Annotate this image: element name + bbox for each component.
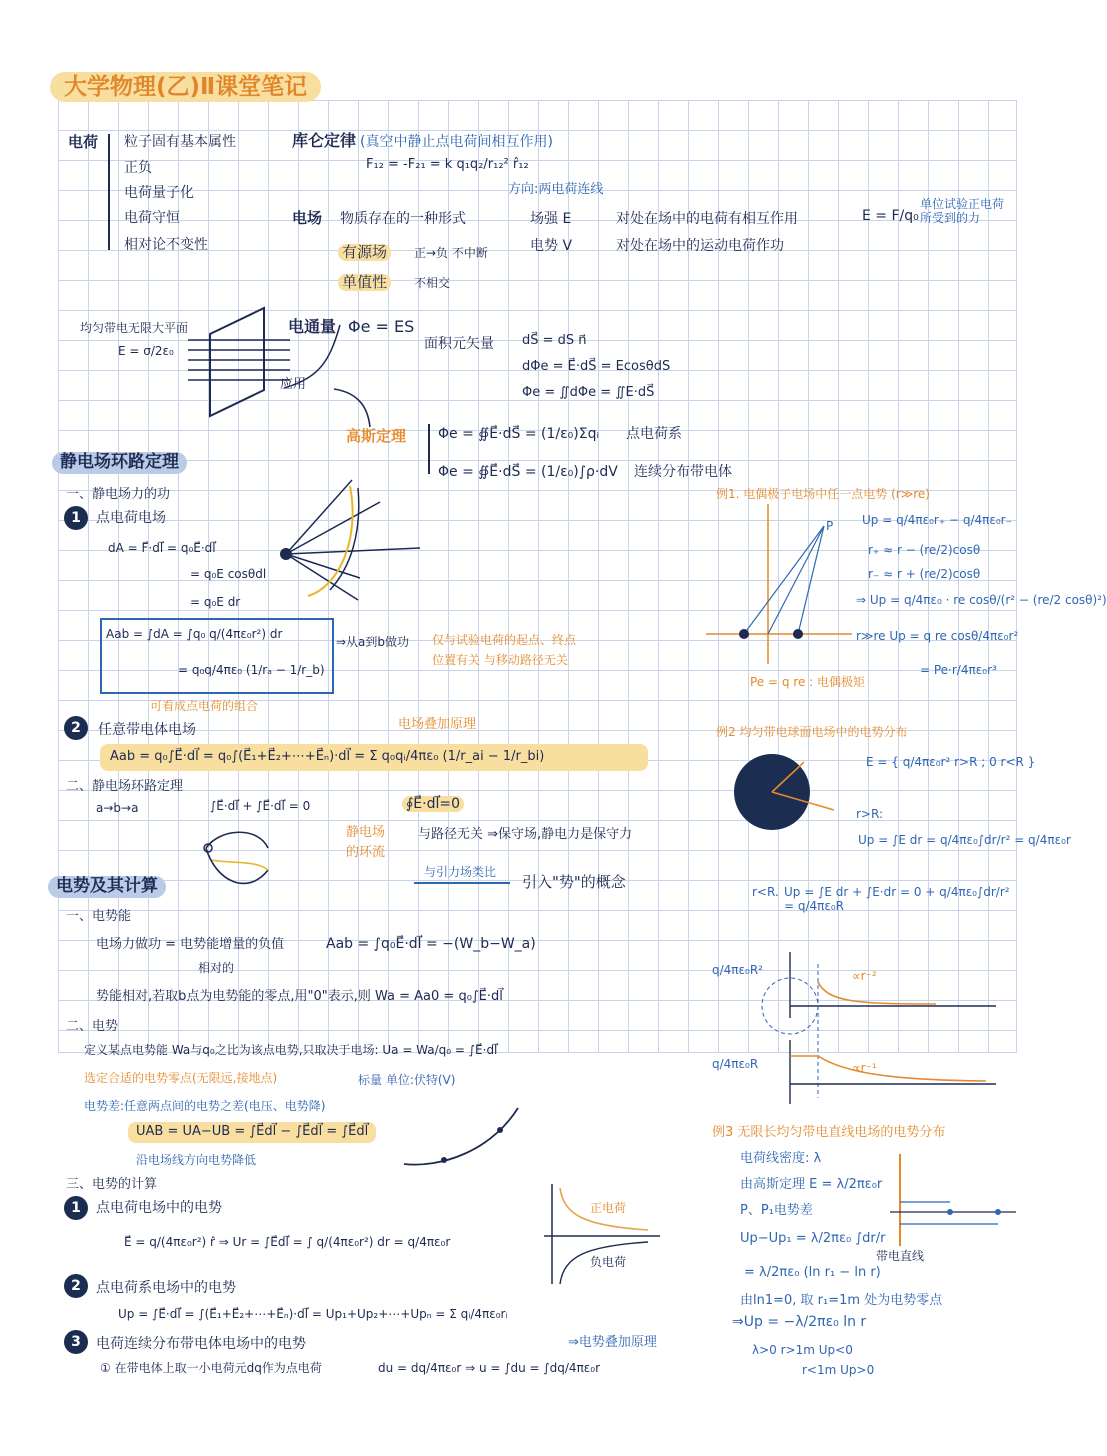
positive-charge-label: 正电荷 — [590, 1201, 627, 1215]
calc-label: 点电荷电场中的电势 — [96, 1200, 222, 1216]
example-title: 例3 无限长均匀带电直线电场的电势分布 — [712, 1125, 946, 1140]
field-potential: 电势 V — [530, 238, 573, 254]
work-energy: 电场力做功 = 电势能增量的负值 — [96, 937, 285, 952]
work-arrow-note: ⇒从a到b做功 — [336, 635, 410, 649]
plane-formula: E = σ/2ε₀ — [118, 344, 174, 358]
work-note: 位置有关 与移动路径无关 — [432, 653, 568, 667]
field-tag-single: 单值性 — [338, 274, 391, 291]
field-potential-desc: 对处在场中的运动电荷作功 — [616, 238, 784, 254]
sub-heading: 一、电势能 — [66, 909, 132, 924]
work-eq: = q₀q/4πε₀ (1/rₐ − 1/r_b) — [178, 663, 325, 677]
gravity-arrow — [414, 882, 510, 884]
line-eq: Up−Up₁ = λ/2πε₀ ∫dr/r — [740, 1231, 886, 1246]
step-number: 3 — [64, 1330, 88, 1354]
dipole-eq: ⇒ Up = q/4πε₀ · re cosθ/(r² − (re/2 cosθ)²) — [856, 593, 1107, 607]
graph-label: ∝r⁻¹ — [852, 1061, 877, 1075]
charge-prop: 电荷量子化 — [124, 185, 194, 201]
sphere-case: r>R: — [856, 807, 883, 821]
loop-eq: ∫E⃗·dl⃗ + ∫E⃗·dl⃗ = 0 — [210, 799, 311, 813]
loop-path: a→b→a — [96, 801, 139, 815]
charge-prop: 粒子固有基本属性 — [124, 134, 236, 150]
section-heading: 静电场环路定理 — [52, 452, 187, 474]
flux-label: 电通量 — [288, 317, 337, 336]
uab-diagram — [400, 1104, 530, 1176]
sphere-case: r<R. — [752, 885, 779, 899]
step-number: 2 — [64, 1274, 88, 1298]
gauss-n2: 连续分布带电体 — [634, 464, 732, 480]
calc-formula: Up = ∫E⃗·dl⃗ = ∫(E⃗₁+E⃗₂+⋯+E⃗ₙ)·dl⃗ = Up₁+Up₂+⋯+Upₙ = Σ qᵢ/4πε₀rᵢ — [118, 1307, 508, 1321]
calc-label: 点电荷系电场中的电势 — [96, 1280, 236, 1296]
uab-formula: UAB = UA−UB = ∫E⃗dl⃗ − ∫E⃗dl⃗ = ∫E⃗dl⃗ — [128, 1122, 376, 1143]
charge-prop: 正负 — [124, 160, 152, 176]
line-eq: ⇒Up = −λ/2πε₀ ln r — [732, 1314, 867, 1330]
coulomb-note: 方向:两电荷连线 — [508, 182, 604, 197]
conservative-note: 与路径无关 ⇒保守场,静电力是保守力 — [418, 827, 633, 842]
work-eq: = q₀E cosθdl — [190, 567, 267, 581]
dipole-eq: = Pe·r/4πε₀r³ — [920, 663, 997, 677]
gauss-n1: 点电荷系 — [626, 426, 682, 442]
line-eq: P、P₁电势差 — [740, 1203, 813, 1218]
field-tag-source: 有源场 — [338, 244, 391, 261]
superposition-result: ⇒电势叠加原理 — [568, 1335, 657, 1350]
field-label: 电场 — [292, 209, 323, 227]
plane-arrow-label: 应用 — [280, 377, 307, 392]
step-number: 1 — [64, 506, 88, 530]
gauss-f2: Φe = ∯E⃗·dS⃗ = (1/ε₀)∫ρ·dV — [438, 464, 618, 480]
field-strength-note: 单位试验正电荷所受到的力 — [920, 197, 1005, 225]
sphere-field: E = { q/4πε₀r² r>R ; 0 r<R } — [866, 755, 1036, 769]
dipole-eq: r₊ ≈ r − (re/2)cosθ — [868, 543, 981, 557]
relative-note: 相对的 — [198, 961, 235, 975]
page-title: 大学物理(乙)Ⅱ课堂笔记 — [50, 72, 321, 102]
line-eq: λ>0 r>1m Up<0 — [752, 1343, 853, 1357]
dipole-diagram — [706, 500, 856, 670]
work-eq: Aab = ∫dA = ∫q₀ q/(4πε₀r²) dr — [106, 627, 283, 641]
field-def: 物质存在的一种形式 — [340, 211, 466, 227]
coulomb-label: 库仑定律 — [292, 131, 357, 150]
line-eq: 电荷线密度: λ — [740, 1151, 822, 1166]
graph-label: ∝r⁻² — [852, 969, 877, 983]
gauss-brace — [428, 424, 430, 474]
superposition-note: 电场叠加原理 — [398, 717, 477, 732]
field-tag-source-note: 正→负 不中断 — [414, 246, 488, 260]
sub-heading: 三、电势的计算 — [66, 1177, 158, 1192]
line-eq: r<1m Up>0 — [802, 1363, 875, 1377]
plane-label: 均匀带电无限大平面 — [80, 321, 189, 335]
line-eq: 由高斯定理 E = λ/2πε₀r — [740, 1177, 883, 1192]
line-eq: 由ln1=0, 取 r₁=1m 处为电势零点 — [740, 1293, 943, 1308]
combo-note: 可看成点电荷的组合 — [150, 699, 259, 713]
any-body-formula: Aab = q₀∫E⃗·dl⃗ = q₀∫(E⃗₁+E⃗₂+⋯+E⃗ₙ)·dl⃗ = Σ q₀qᵢ/4πε₀ (1/r_ai − 1/r_bi) — [100, 744, 648, 771]
section-heading: 电势及其计算 — [48, 876, 166, 898]
any-body-label: 任意带电体电场 — [98, 722, 196, 738]
sub-heading: 一、静电场力的功 — [66, 487, 171, 502]
flux-f2: dΦe = E⃗·dS⃗ = EcosθdS — [522, 359, 671, 374]
reference-note: 势能相对,若取b点为电势能的零点,用"0"表示,则 Wa = Aa0 = q₀∫E⃗·dl⃗ — [96, 989, 503, 1004]
work-note: 仅与试验电荷的起点、终点 — [432, 633, 577, 647]
field-strength-desc: 对处在场中的电荷有相互作用 — [616, 211, 798, 227]
sub-heading: 二、电势 — [66, 1019, 119, 1034]
step-number: 1 — [64, 1196, 88, 1220]
charge-label: 电荷 — [68, 133, 99, 151]
sphere-eq: Up = ∫E dr = q/4πε₀∫dr/r² = q/4πε₀r — [858, 833, 1071, 847]
potential-concept: 引入"势"的概念 — [522, 873, 626, 891]
loop-note: 的环流 — [346, 845, 386, 860]
work-diagram — [270, 478, 440, 608]
calc-formula: du = dq/4πε₀r ⇒ u = ∫du = ∫dq/4πε₀r — [378, 1361, 601, 1375]
zero-point-note: 选定合适的电势零点(无限远,接地点) — [84, 1071, 278, 1085]
sub-heading: 二、静电场环路定理 — [66, 779, 184, 794]
field-strength: 场强 E — [530, 211, 572, 227]
charge-prop: 电荷守恒 — [124, 210, 180, 226]
step-number: 2 — [64, 716, 88, 740]
coulomb-desc: (真空中静止点电荷间相互作用) — [360, 134, 553, 150]
dipole-label: P — [826, 519, 834, 533]
field-strength-formula: E = F/q₀ — [862, 208, 919, 224]
work-eq: dA = F⃗·dl⃗ = q₀E⃗·dl⃗ — [108, 541, 216, 555]
field-tag-single-note: 不相交 — [414, 276, 451, 290]
example-title: 例1. 电偶极子电场中任一点电势 (r≫re) — [716, 487, 930, 501]
loop-diagram — [196, 826, 286, 906]
dipole-moment: Pe = q re : 电偶极矩 — [750, 675, 866, 689]
graph-label: q/4πε₀R — [712, 1057, 759, 1071]
calc-label: 电荷连续分布带电体电场中的电势 — [96, 1336, 306, 1352]
calc-formula: E⃗ = q/(4πε₀r²) r̂ ⇒ Ur = ∫E⃗dl⃗ = ∫ q/(4πε₀r²) dr = q/4πε₀r — [124, 1235, 451, 1249]
point-charge-label: 点电荷电场 — [96, 510, 166, 526]
loop-result: ∮E⃗·dl⃗=0 — [402, 796, 464, 812]
flux-f1: dS⃗ = dS n⃗ — [522, 333, 587, 348]
dipole-eq: r≫re Up = q re cosθ/4πε₀r² — [856, 629, 1019, 643]
sphere-eq: Up = ∫E dr + ∫E·dr = 0 + q/4πε₀∫dr/r² = q/4πε₀R — [784, 885, 1010, 913]
potential-curve — [536, 1180, 666, 1290]
work-energy-formula: Aab = ∫q₀E⃗·dl⃗ = −(W_b−W_a) — [326, 936, 536, 952]
line-eq: = λ/2πε₀ (ln r₁ − ln r) — [744, 1265, 881, 1280]
gauss-f1: Φe = ∯E⃗·dS⃗ = (1/ε₀)Σqᵢ — [438, 426, 599, 442]
flux-f3: Φe = ∬dΦe = ∬E·dS⃗ — [522, 385, 655, 400]
negative-charge-label: 负电荷 — [590, 1255, 627, 1269]
flux-formula: Φe = ES — [348, 317, 415, 336]
potential-def: 定义某点电势能 Wa与q₀之比为该点电势,只取决于电场: Ua = Wa/q₀ = ∫E⃗·dl⃗ — [84, 1043, 498, 1057]
dipole-eq: r₋ ≈ r + (re/2)cosθ — [868, 567, 981, 581]
brace-line — [108, 134, 110, 250]
flux-note: 面积元矢量 — [424, 336, 494, 352]
graph-label: q/4πε₀R² — [712, 963, 763, 977]
sphere-diagram — [730, 750, 840, 834]
example-title: 例2 均匀带电球面电场中的电势分布 — [716, 725, 908, 739]
dipole-eq: Up = q/4πε₀r₊ − q/4πε₀r₋ — [862, 513, 1012, 527]
calc-step: ① 在带电体上取一小电荷元dq作为点电荷 — [100, 1361, 322, 1375]
scalar-note: 标量 单位:伏特(V) — [358, 1073, 456, 1087]
loop-note: 静电场 — [346, 825, 386, 840]
coulomb-formula: F₁₂ = -F₂₁ = k q₁q₂/r₁₂² r̂₁₂ — [366, 157, 529, 172]
work-eq: = q₀E dr — [190, 595, 241, 609]
charge-prop: 相对论不变性 — [124, 237, 208, 253]
gauss-label: 高斯定理 — [346, 427, 407, 445]
line-charge-diagram — [890, 1150, 1020, 1250]
wire-label: 带电直线 — [876, 1249, 925, 1263]
difference-note: 电势差:任意两点间的电势之差(电压、电势降) — [84, 1099, 326, 1113]
gravity-analogy: 与引力场类比 — [424, 865, 497, 879]
drop-note: 沿电场线方向电势降低 — [136, 1153, 257, 1167]
